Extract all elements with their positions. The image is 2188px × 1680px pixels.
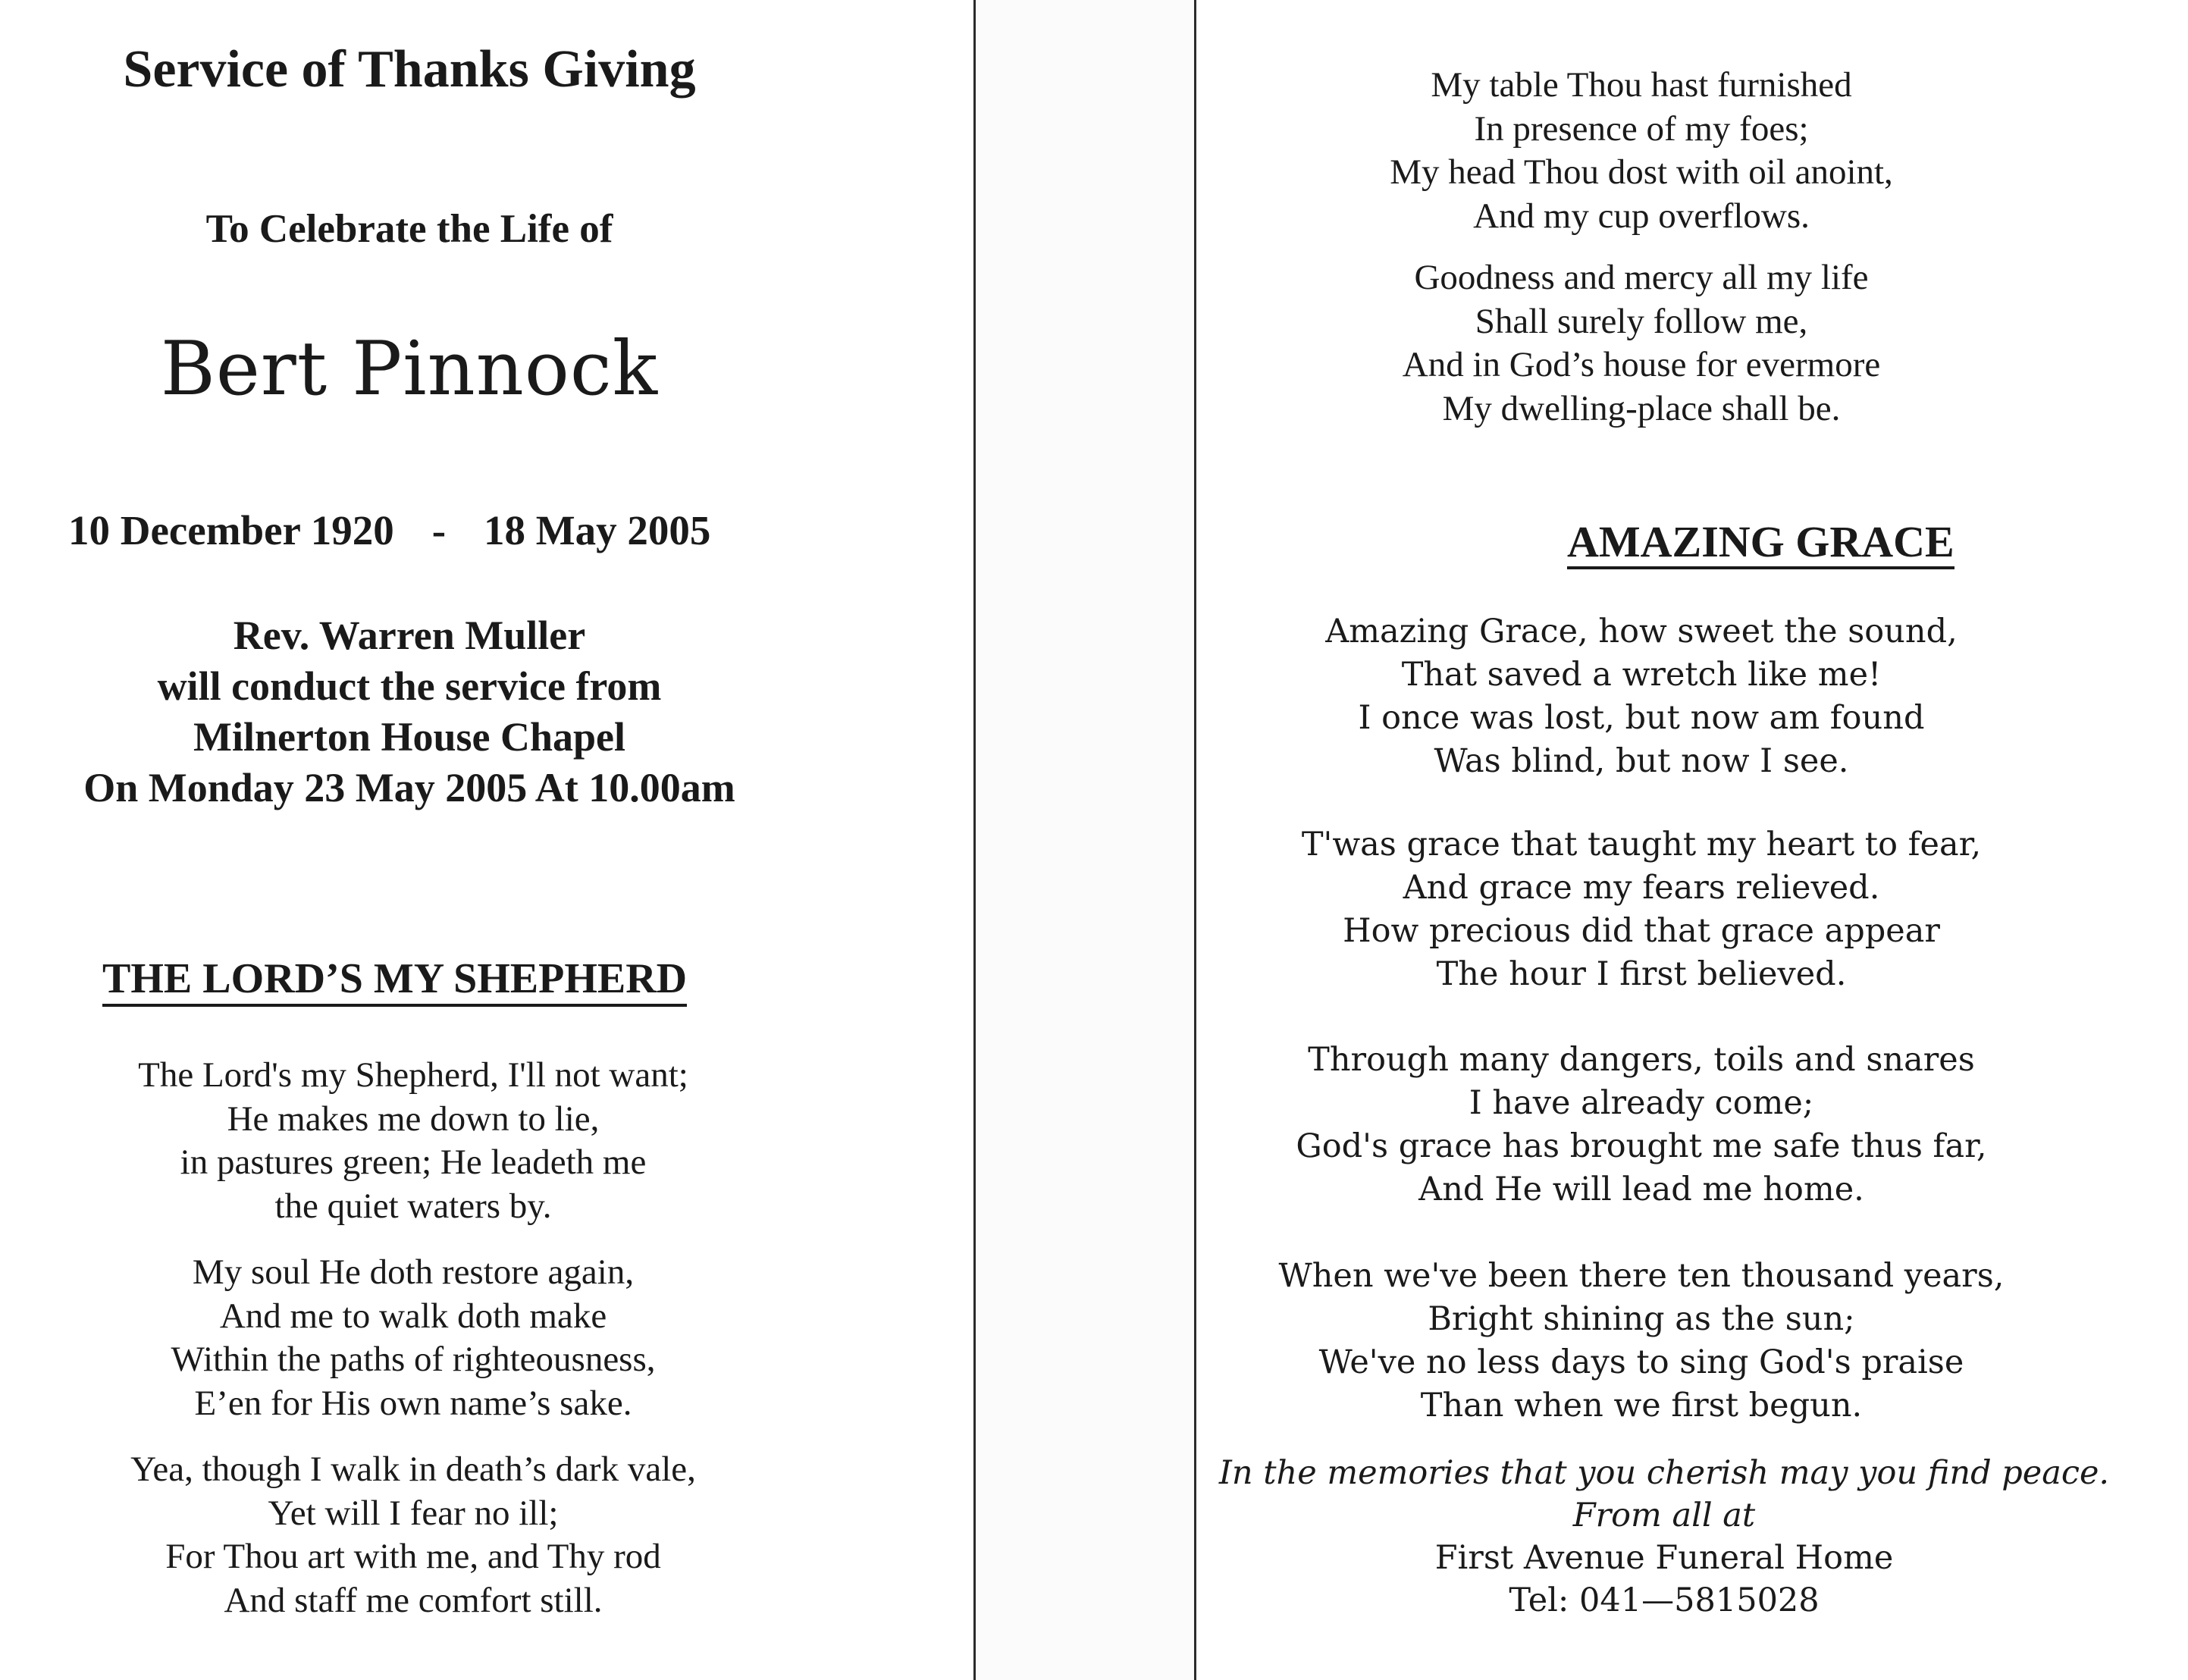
verse-line: I once was lost, but now am found [1358,699,1925,737]
fold-line-right [1194,0,1196,1680]
verse-line: Goodness and mercy all my life [1414,258,1869,297]
fold-gutter [976,0,1194,1680]
date-separator: - [431,507,447,553]
service-details [0,610,819,813]
verse-line: Shall surely follow me, [1475,301,1808,341]
hymn-title-amazing-grace: AMAZING GRACE [1567,518,1954,569]
verse-line: He makes me down to lie, [227,1099,600,1139]
hymn-verse [0,1448,826,1622]
verse-line: the quiet waters by. [274,1186,552,1226]
verse-line: My dwelling-place shall be. [1442,388,1841,428]
verse-line: When we've been there ten thousand years, [1278,1257,2005,1295]
hymn-verse-continued [1198,64,2085,238]
hymn-verse [1198,1039,2085,1211]
verse-line: Than when we first begun. [1420,1387,1863,1425]
hymn-verse-continued [1198,256,2085,431]
verse-line: The Lord's my Shepherd, I'll not want; [138,1055,688,1095]
verse-line: Bright shining as the sun; [1428,1300,1855,1338]
closing-peace-line: In the memories that you cherish may you find peace. [1218,1454,2110,1492]
verse-line: in pastures green; He leadeth me [180,1142,647,1182]
verse-line: My table Thou hast furnished [1431,65,1852,105]
verse-line: Through many dangers, toils and snares [1308,1041,1975,1079]
verse-line: God's grace has brought me safe thus far, [1296,1127,1987,1165]
verse-line: And me to walk doth make [219,1296,607,1336]
verse-line: T'was grace that taught my heart to fear, [1301,826,1982,864]
verse-line: We've no less days to sing God's praise [1318,1343,1964,1381]
verse-line: Within the paths of righteousness, [171,1340,656,1379]
deceased-name: Bert Pinnock [160,326,659,412]
verse-line: And in God’s house for evermore [1402,345,1881,384]
right-page [1198,0,2188,1680]
verse-line: And grace my fears relieved. [1403,869,1880,907]
officiant-line: On Monday 23 May 2005 At 10.00am [83,765,735,810]
officiant-line: will conduct the service from [157,663,662,709]
verse-line: And staff me comfort still. [224,1580,603,1620]
hymn-verse [1198,610,2085,783]
verse-line: My head Thou dost with oil anoint, [1390,152,1893,192]
verse-line: The hour I first believed. [1436,955,1847,993]
hymn-verse [0,1054,826,1228]
verse-line: In presence of my foes; [1474,108,1809,149]
hymn-title-shepherd: THE LORD’S MY SHEPHERD [102,955,687,1007]
celebrate-heading: To Celebrate the Life of [205,207,613,251]
left-page [0,0,974,1680]
funeral-home-phone: Tel: 041—5815028 [1509,1581,1820,1619]
officiant-line: Rev. Warren Muller [233,613,586,658]
hymn-verse [1198,1255,2085,1428]
hymn-verse [1198,823,2085,996]
date-died: 18 May 2005 [484,507,711,553]
verse-line: Yet will I fear no ill; [268,1493,559,1533]
funeral-home-name: First Avenue Funeral Home [1434,1539,1894,1577]
verse-line: I have already come; [1469,1084,1814,1122]
date-born: 10 December 1920 [68,507,394,553]
verse-line: Amazing Grace, how sweet the sound, [1325,613,1958,650]
verse-line: How precious did that grace appear [1343,912,1940,950]
verse-line: Was blind, but now I see. [1434,742,1849,780]
verse-line: Yea, though I walk in death’s dark vale, [130,1450,696,1489]
verse-line: E’en for His own name’s sake. [194,1383,632,1423]
closing-from-line: From all at [1572,1497,1756,1534]
verse-line: And He will lead me home. [1418,1171,1864,1208]
hymn-verse [0,1251,826,1425]
life-dates [68,506,710,554]
verse-line: And my cup overflows. [1473,196,1810,236]
service-title: Service of Thanks Giving [123,40,696,99]
verse-line: That saved a wretch like me! [1401,656,1882,694]
verse-line: For Thou art with me, and Thy rod [165,1537,661,1576]
officiant-line: Milnerton House Chapel [193,714,625,760]
closing-message [1198,1452,2130,1622]
verse-line: My soul He doth restore again, [192,1252,635,1292]
